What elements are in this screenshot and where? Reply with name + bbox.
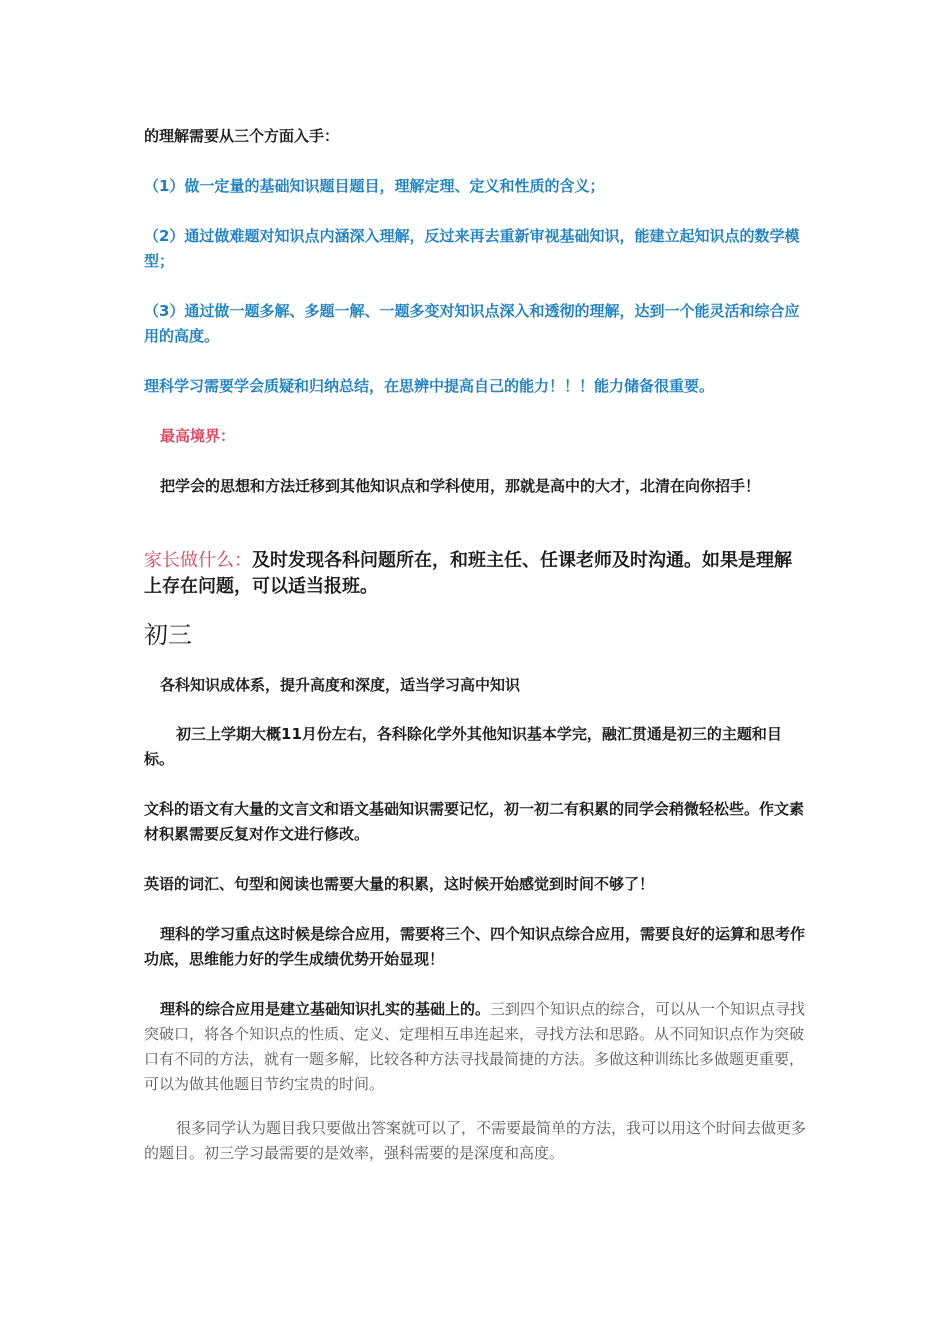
science-paragraph: 理科的学习重点这时候是综合应用，需要将三个、四个知识点综合应用，需要良好的运算和思考作功底，思维能力好的学生成绩优势开始显现！: [144, 925, 806, 968]
intro-line: 的理解需要从三个方面入手：: [144, 127, 340, 145]
schedule-paragraph: 初三上学期大概11月份左右，各科除化学外其他知识基本学完，融汇贯通是初三的主题和目标。: [144, 725, 782, 768]
highest-level-title: 最高境界：: [160, 427, 236, 445]
parents-label: 家长做什么：: [144, 550, 252, 571]
point-3: （3）通过做一题多解、多题一解、一题多变对知识点深入和透彻的理解，达到一个能灵活和综合应用的高度。: [144, 302, 800, 345]
english-paragraph: 英语的词汇、句型和阅读也需要大量的积累，这时候开始感觉到时间不够了！: [144, 875, 655, 893]
parents-paragraph: [144, 548, 809, 600]
section-subtitle: 各科知识成体系，提升高度和深度，适当学习高中知识: [160, 676, 521, 694]
point-1: （1）做一定量的基础知识题目题目，理解定理、定义和性质的含义；: [144, 177, 605, 195]
science-synthesis-lead: 理科的综合应用是建立基础知识扎实的基础上的。: [160, 1000, 491, 1018]
section-heading: 初三: [144, 621, 192, 649]
efficiency-paragraph: 很多同学认为题目我只要做出答案就可以了，不需要最简单的方法，我可以用这个时间去做更多的题目。初三学习最需要的是效率，强科需要的是深度和高度。: [144, 1119, 807, 1162]
liberal-arts-paragraph: 文科的语文有大量的文言文和语文基础知识需要记忆，初一初二有积累的同学会稍微轻松些。作文素材积累需要反复对作文进行修改。: [144, 800, 805, 843]
science-synthesis-paragraph: [144, 997, 809, 1097]
parents-text: 及时发现各科问题所在，和班主任、任课老师及时沟通。如果是理解上存在问题，可以适当报班。: [144, 550, 792, 597]
ability-note: 理科学习需要学会质疑和归纳总结，在思辨中提高自己的能力！！！能力储备很重要。: [144, 377, 715, 395]
science-synthesis-text: 三到四个知识点的综合，可以从一个知识点寻找突破口，将各个知识点的性质、定义、定理相互串连起来，寻找方法和思路。从不同知识点作为突破口有不同的方法，就有一题多解，比较各种方法寻找最简捷的方法。多做这种训练比多做题更重要，可以为做其他题目节约宝贵的时间。: [144, 1000, 806, 1093]
point-2: （2）通过做难题对知识点内涵深入理解，反过来再去重新审视基础知识，能建立起知识点的数学模型；: [144, 227, 800, 270]
highest-level-text: 把学会的思想和方法迁移到其他知识点和学科使用，那就是高中的大才，北清在向你招手！: [160, 477, 761, 495]
